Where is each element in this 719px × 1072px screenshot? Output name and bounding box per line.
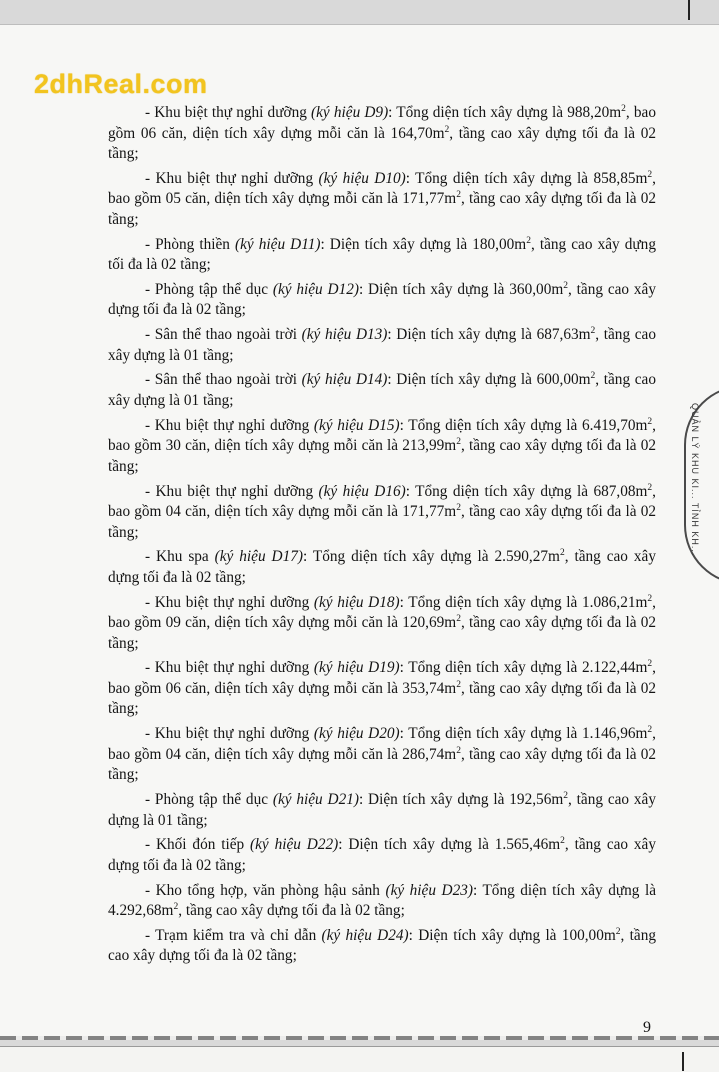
item-paragraph: - Kho tổng hợp, văn phòng hậu sảnh (ký hiệu D23): Tổng diện tích xây dựng là $4.292,68m^2$, tầng cao xây dựng tối đa là 02 tầng; — [108, 881, 656, 920]
item-paragraph: - Khu biệt thự nghỉ dưỡng (ký hiệu D10): Tổng diện tích xây dựng là $858,85m^2$, bao gồm 05 căn, diện tích xây dựng mỗi căn là $171,77m^2$, tầng cao xây dựng tối đa là 02 tầng; — [108, 169, 656, 228]
page-bottom-rule — [0, 1036, 719, 1040]
item-paragraph: - Khu biệt thự nghỉ dưỡng (ký hiệu D15): Tổng diện tích xây dựng là $6.419,70m^2$, bao gồm 30 căn, diện tích xây dựng mỗi căn là $213,99m^2$, tầng cao xây dựng tối đa là 02 tầng; — [108, 416, 656, 475]
page-number: 9 — [643, 1019, 651, 1036]
item-code: (ký hiệu D9) — [311, 104, 389, 121]
item-paragraph: - Sân thể thao ngoài trời (ký hiệu D14): Diện tích xây dựng là $600,00m^2$, tầng cao xây dựng là 01 tầng; — [108, 371, 656, 409]
item-code: (ký hiệu D22) — [250, 836, 339, 854]
document-body — [108, 103, 656, 971]
item-paragraph: - Khu biệt thự nghỉ dưỡng (ký hiệu D19): Tổng diện tích xây dựng là $2.122,44m^2$, bao gồm 06 căn, diện tích xây dựng mỗi căn là $353,74m^2$, tầng cao xây dựng tối đa là 02 tầng; — [108, 659, 656, 718]
document-page — [0, 24, 719, 1036]
item-paragraph: - Khu biệt thự nghỉ dưỡng (ký hiệu D16): Tổng diện tích xây dựng là $687,08m^2$, bao gồm 04 căn, diện tích xây dựng mỗi căn là $171,77m^2$, tầng cao xây dựng tối đa là 02 tầng; — [108, 482, 656, 541]
item-code: (ký hiệu D15) — [313, 416, 400, 434]
item-paragraph: - Sân thể thao ngoài trời (ký hiệu D13): Diện tích xây dựng là $687,63m^2$, tầng cao xây dựng là 01 tầng; — [108, 326, 656, 364]
item-paragraph: - Khu biệt thự nghỉ dưỡng (ký hiệu D18): Tổng diện tích xây dựng là $1.086,21m^2$, bao gồm 09 căn, diện tích xây dựng mỗi căn là $120,69m^2$, tầng cao xây dựng tối đa là 02 tầng; — [108, 593, 656, 652]
item-paragraph: - Phòng tập thể dục (ký hiệu D12): Diện tích xây dựng là $360,00m^2$, tầng cao xây dựng tối đa là 02 tầng; — [108, 280, 656, 319]
item-code: (ký hiệu D20) — [313, 725, 400, 743]
item-code: (ký hiệu D10) — [318, 169, 406, 187]
page-edge-mark — [688, 0, 690, 20]
item-paragraph: - Khối đón tiếp (ký hiệu D22): Diện tích xây dựng là $1.565,46m^2$, tầng cao xây dựng tối đa là 02 tầng; — [108, 836, 656, 874]
item-code: (ký hiệu D19) — [313, 659, 400, 677]
item-paragraph: - Khu biệt thự nghỉ dưỡng (ký hiệu D20): Tổng diện tích xây dựng là $1.146,96m^2$, bao gồm 04 căn, diện tích xây dựng mỗi căn là $286,74m^2$, tầng cao xây dựng tối đa là 02 tầng; — [108, 725, 656, 784]
item-paragraph: - Trạm kiểm tra và chỉ dẫn (ký hiệu D24): Diện tích xây dựng là $100,00m^2$, tầng cao xây dựng tối đa là 02 tầng; — [108, 926, 656, 965]
item-code: (ký hiệu D16) — [318, 482, 406, 500]
item-paragraph: - Phòng tập thể dục (ký hiệu D21): Diện tích xây dựng là $192,56m^2$, tầng cao xây dựng là 01 tầng; — [108, 791, 656, 829]
item-code: (ký hiệu D17) — [214, 548, 303, 566]
item-paragraph: - Khu spa (ký hiệu D17): Tổng diện tích xây dựng là $2.590,27m^2$, tầng cao xây dựng tối đa là 02 tầng; — [108, 548, 656, 586]
item-code: (ký hiệu D11) — [235, 235, 321, 253]
item-paragraph: - Khu biệt thự nghỉ dưỡng (ký hiệu D9): Tổng diện tích xây dựng là $988,20m^2$, bao gồm 06 căn, diện tích xây dựng mỗi căn là $164,70m^2$, tầng cao xây dựng tối đa là 02 tầng; — [108, 104, 656, 162]
page-edge-mark-bottom — [682, 1052, 684, 1071]
item-code: (ký hiệu D24) — [321, 926, 409, 944]
item-code: (ký hiệu D13) — [301, 326, 388, 344]
item-code: (ký hiệu D23) — [385, 881, 473, 899]
item-code: (ký hiệu D18) — [313, 593, 400, 611]
next-page-edge — [0, 1046, 719, 1072]
item-paragraph: - Phòng thiền (ký hiệu D11): Diện tích xây dựng là $180,00m^2$, tầng cao xây dựng tối đa là 02 tầng; — [108, 235, 656, 274]
stamp-seal-text: QUẢN LÝ KHU KI... TỈNH KH... — [690, 403, 700, 557]
item-code: (ký hiệu D14) — [301, 371, 388, 389]
item-code: (ký hiệu D21) — [272, 791, 359, 809]
item-code: (ký hiệu D12) — [272, 280, 359, 298]
watermark: 2dhReal.com — [34, 69, 208, 99]
